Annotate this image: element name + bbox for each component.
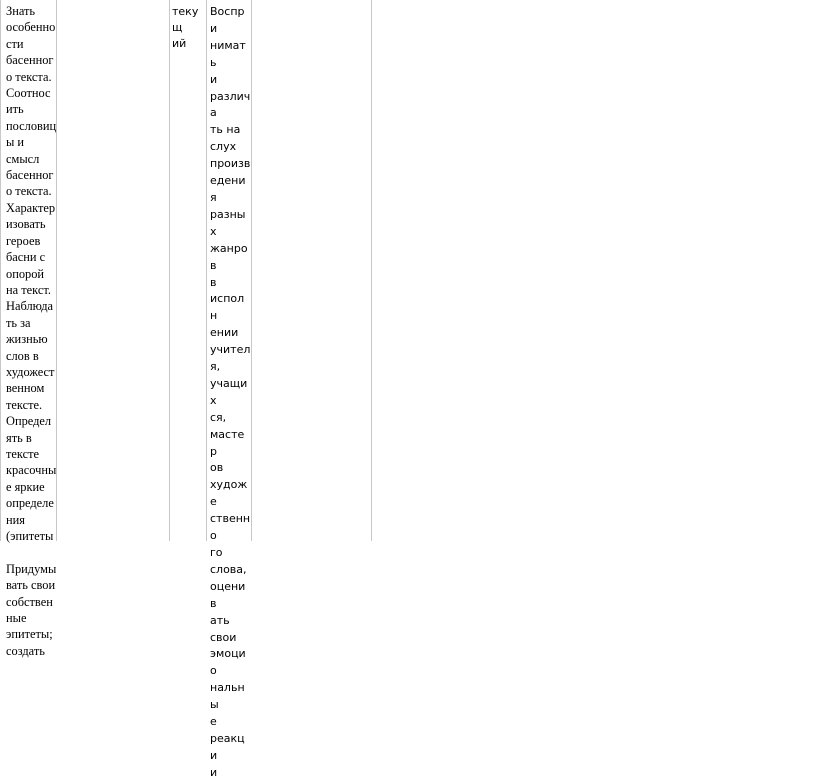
cell-text-activities: Воспри нимать и различа ть на слух произв едения разных жанров в исполн ении учител я, учащих ся, мастер ов художе ственно го слова, оценив ать свои эмоцио нальны е реакци и (210, 5, 251, 779)
lesson-plan-table (0, 0, 372, 779)
table-cell-empty-2 (251, 0, 372, 541)
table-cell-empty-1 (56, 0, 169, 541)
cell-text-objectives: Знать особенно сти басенног о текста. Соотнос ить пословиц ы и смысл басенног о текста. Характер изовать героев басни с опорой на текст. Наблюда ть за жизнью слов в художест венном тексте. Определ ять в тексте красочны е яркие определе ния (эпитеты Придумы вать свои собствен ные эпитеты; создать (6, 4, 57, 658)
table-cell-objectives (0, 0, 57, 658)
cell-text-control-type: текущ ий (172, 5, 199, 50)
table-cell-control-type (169, 0, 206, 541)
table-cell-activities (206, 0, 251, 779)
